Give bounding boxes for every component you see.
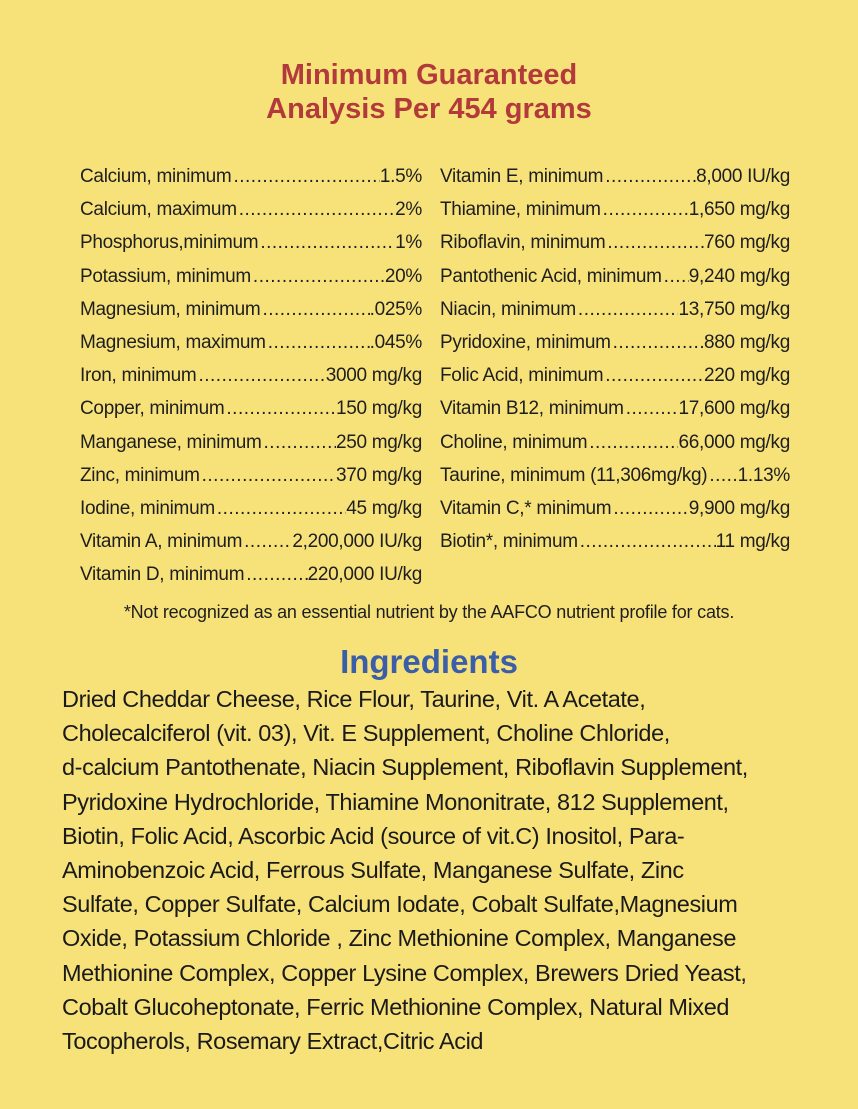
nutrient-name: Pantothenic Acid, minimum — [440, 265, 662, 287]
analysis-row — [440, 293, 790, 326]
analysis-row — [80, 160, 422, 193]
nutrient-value: 45 mg/kg — [346, 497, 422, 519]
nutrient-value: 150 mg/kg — [335, 398, 422, 420]
nutrient-value: 880 mg/kg — [703, 331, 790, 353]
nutrient-name: Manganese, minimum — [80, 431, 262, 453]
leader-dots — [611, 326, 704, 359]
leader-dots — [624, 392, 679, 425]
nutrient-name: Vitamin C,* minimum — [440, 497, 612, 519]
ingredients-line: Oxide, Potassium Chloride , Zinc Methionine Complex, Manganese — [62, 925, 737, 952]
nutrient-name: Potassium, minimum — [80, 265, 251, 287]
nutrient-value: 1,650 mg/kg — [688, 199, 790, 221]
ingredients-line: Methionine Complex, Copper Lysine Complex, Brewers Dried Yeast, — [62, 959, 747, 986]
leader-dots — [601, 193, 689, 226]
analysis-row — [80, 525, 422, 558]
nutrient-value: 1% — [395, 232, 422, 254]
leader-dots — [244, 558, 307, 591]
ingredients-line: Cholecalciferol (vit. 03), Vit. E Supplement, Choline Chloride, — [62, 720, 670, 747]
nutrient-name: Calcium, minimum — [80, 166, 232, 187]
nutrient-name: Vitamin D, minimum — [80, 564, 245, 586]
nutrient-name: Magnesium, minimum — [80, 298, 261, 320]
nutrient-value: 760 mg/kg — [703, 232, 790, 254]
analysis-row — [80, 558, 422, 591]
nutrient-value: 220,000 IU/kg — [307, 564, 422, 586]
nutrient-name: Vitamin E, minimum — [440, 166, 604, 187]
nutrient-name: Copper, minimum — [80, 398, 225, 420]
analysis-row — [440, 326, 790, 359]
analysis-row — [80, 492, 422, 525]
analysis-right-column — [440, 160, 790, 558]
nutrient-value: 66,000 mg/kg — [678, 431, 790, 453]
nutrient-value: 8,000 IU/kg — [696, 166, 790, 187]
analysis-row — [80, 359, 422, 392]
nutrient-name: Vitamin A, minimum — [80, 531, 243, 553]
analysis-row — [440, 459, 790, 492]
ingredients-line: Aminobenzoic Acid, Ferrous Sulfate, Manganese Sulfate, Zinc — [62, 857, 684, 884]
ingredients-line: Sulfate, Copper Sulfate, Calcium Iodate, Cobalt Sulfate,Magnesium — [62, 891, 738, 918]
nutrient-value: 17,600 mg/kg — [678, 398, 790, 420]
leader-dots — [587, 426, 678, 459]
ingredients-list — [62, 682, 832, 1058]
analysis-row — [80, 293, 422, 326]
nutrient-value: .025% — [369, 298, 422, 320]
leader-dots — [611, 492, 688, 525]
nutrient-name: Thiamine, minimum — [440, 199, 601, 221]
ingredients-line: d-calcium Pantothenate, Niacin Supplement, Riboflavin Supplement, — [62, 754, 748, 781]
analysis-row — [80, 392, 422, 425]
nutrient-name: Folic Acid, minimum — [440, 365, 604, 387]
nutrient-name: Phosphorus,minimum — [80, 232, 259, 254]
nutrient-value: 3000 mg/kg — [325, 365, 422, 387]
ingredients-line: Tocopherols, Rosemary Extract,Citric Acid — [62, 1028, 484, 1055]
nutrient-name: Iodine, minimum — [80, 497, 215, 519]
leader-dots — [237, 193, 395, 226]
analysis-row — [440, 260, 790, 293]
leader-dots — [662, 260, 689, 293]
ingredients-line: Cobalt Glucoheptonate, Ferric Methionine Complex, Natural Mixed — [62, 993, 730, 1020]
leader-dots — [200, 459, 336, 492]
nutrient-name: Riboflavin, minimum — [440, 232, 606, 254]
analysis-row — [80, 426, 422, 459]
leader-dots — [603, 160, 696, 193]
leader-dots — [260, 293, 369, 326]
leader-dots — [196, 359, 325, 392]
nutrient-name: Niacin, minimum — [440, 298, 576, 320]
nutrient-value: .045% — [369, 331, 422, 353]
analysis-row — [80, 326, 422, 359]
leader-dots — [251, 260, 380, 293]
leader-dots — [266, 326, 370, 359]
leader-dots — [242, 525, 292, 558]
nutrient-name: Magnesium, maximum — [80, 331, 266, 353]
nutrient-value: 9,900 mg/kg — [688, 497, 790, 519]
analysis-row — [80, 226, 422, 259]
nutrient-value: 250 mg/kg — [335, 431, 422, 453]
nutrient-name: Vitamin B12, minimum — [440, 398, 624, 420]
nutrient-name: Choline, minimum — [440, 431, 588, 453]
leader-dots — [603, 359, 704, 392]
nutrient-value: .20% — [379, 265, 422, 287]
analysis-row — [440, 226, 790, 259]
ingredients-heading: Ingredients — [340, 643, 518, 680]
analysis-title-line1: Minimum Guaranteed — [280, 59, 578, 91]
leader-dots — [231, 160, 379, 193]
analysis-row — [80, 260, 422, 293]
nutrient-value: 1.5% — [379, 166, 422, 187]
analysis-title-line2: Analysis Per 454 grams — [266, 93, 592, 125]
nutrient-value: 13,750 mg/kg — [678, 298, 790, 320]
ingredients-line: Dried Cheddar Cheese, Rice Flour, Taurine, Vit. A Acetate, — [62, 686, 646, 712]
analysis-row — [440, 426, 790, 459]
leader-dots — [578, 525, 716, 558]
analysis-row — [440, 359, 790, 392]
leader-dots — [258, 226, 395, 259]
leader-dots — [707, 459, 737, 492]
analysis-row — [440, 492, 790, 525]
nutrient-name: Taurine, minimum (11,306mg/kg) — [440, 464, 708, 486]
nutrient-value: 2% — [395, 199, 422, 221]
analysis-row — [440, 193, 790, 226]
leader-dots — [262, 426, 336, 459]
nutrient-name: Zinc, minimum — [80, 464, 200, 486]
analysis-row — [80, 459, 422, 492]
nutrient-name: Pyridoxine, minimum — [440, 331, 611, 353]
leader-dots — [215, 492, 346, 525]
nutrient-value: 370 mg/kg — [335, 464, 422, 486]
nutrient-name: Iron, minimum — [80, 365, 197, 387]
nutrient-name: Calcium, maximum — [80, 199, 237, 221]
nutrient-name: Biotin*, minimum — [440, 531, 578, 553]
leader-dots — [576, 293, 679, 326]
analysis-title — [0, 58, 858, 126]
footnote: *Not recognized as an essential nutrient by the AAFCO nutrient profile for cats. — [123, 602, 735, 622]
ingredients-line: Biotin, Folic Acid, Ascorbic Acid (source of vit.C) Inositol, Para- — [62, 822, 685, 849]
leader-dots — [224, 392, 336, 425]
analysis-left-column — [80, 160, 422, 591]
analysis-row — [440, 160, 790, 193]
nutrient-value: 1.13% — [737, 464, 790, 486]
ingredients-line: Pyridoxine Hydrochloride, Thiamine Mononitrate, 812 Supplement, — [62, 788, 729, 815]
nutrient-value: 2,200,000 IU/kg — [292, 531, 422, 553]
analysis-row — [440, 392, 790, 425]
nutrient-value: 9,240 mg/kg — [688, 265, 790, 287]
leader-dots — [605, 226, 704, 259]
analysis-row — [440, 525, 790, 558]
nutrient-value: 11 mg/kg — [715, 531, 790, 553]
nutrient-value: 220 mg/kg — [703, 365, 790, 387]
analysis-row — [80, 193, 422, 226]
